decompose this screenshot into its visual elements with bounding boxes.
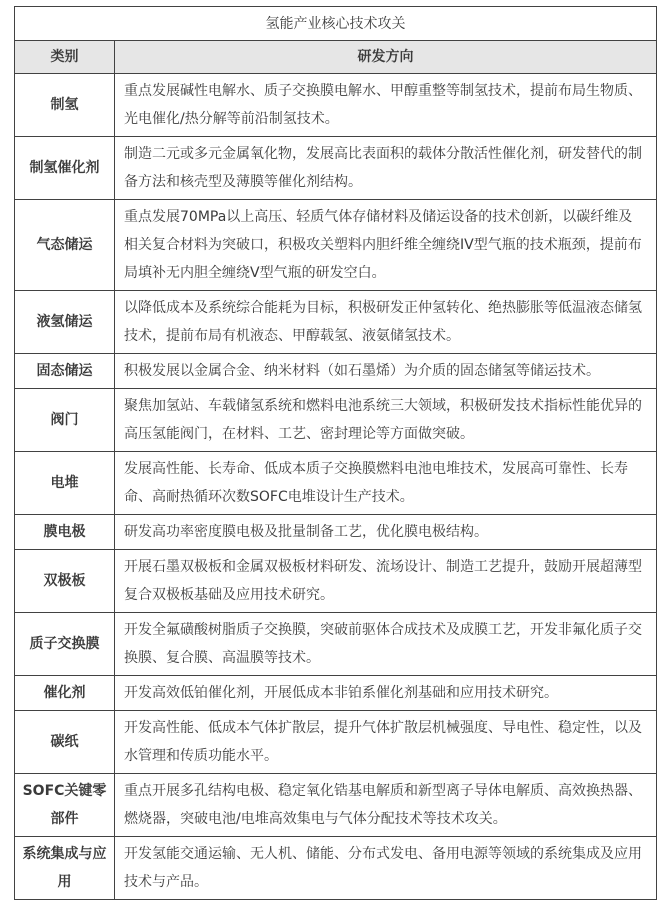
- row-direction: 重点发展70MPa以上高压、轻质气体存储材料及储运设备的技术创新，以碳纤维及相关复合材料为突破口，积极攻关塑料内胆纤维全缠绕IV型气瓶的技术瓶颈，提前布局填补无内胆全缠绕V型气瓶的研发空白。: [115, 200, 657, 291]
- table-row: [15, 452, 657, 515]
- row-category: 制氢: [15, 74, 115, 137]
- column-header-direction: 研发方向: [115, 41, 657, 74]
- table-row: [15, 711, 657, 774]
- row-direction: 开发全氟磺酸树脂质子交换膜，突破前驱体合成技术及成膜工艺，开发非氟化质子交换膜、复合膜、高温膜等技术。: [115, 613, 657, 676]
- hydrogen-tech-table: [14, 6, 657, 900]
- row-direction: 重点发展碱性电解水、质子交换膜电解水、甲醇重整等制氢技术，提前布局生物质、光电催化/热分解等前沿制氢技术。: [115, 74, 657, 137]
- row-category: 电堆: [15, 452, 115, 515]
- row-direction: 开发高效低铂催化剂，开展低成本非铂系催化剂基础和应用技术研究。: [115, 676, 657, 711]
- table-row: [15, 74, 657, 137]
- row-direction: 开发氢能交通运输、无人机、储能、分布式发电、备用电源等领域的系统集成及应用技术与产品。: [115, 837, 657, 900]
- table-title-row: [15, 7, 657, 41]
- row-category: 系统集成与应用: [15, 837, 115, 900]
- row-category: 阀门: [15, 389, 115, 452]
- row-category: 碳纸: [15, 711, 115, 774]
- row-category: 固态储运: [15, 354, 115, 389]
- row-direction: 开展石墨双极板和金属双极板材料研发、流场设计、制造工艺提升，鼓励开展超薄型复合双极板基础及应用技术研究。: [115, 550, 657, 613]
- row-direction: 重点开展多孔结构电极、稳定氧化锆基电解质和新型离子导体电解质、高效换热器、燃烧器，突破电池/电堆高效集电与气体分配技术等技术攻关。: [115, 774, 657, 837]
- row-direction: 以降低成本及系统综合能耗为目标，积极研发正仲氢转化、绝热膨胀等低温液态储氢技术，提前布局有机液态、甲醇载氢、液氨储氢技术。: [115, 291, 657, 354]
- row-direction: 制造二元或多元金属氧化物，发展高比表面积的载体分散活性催化剂，研发替代的制备方法和核壳型及薄膜等催化剂结构。: [115, 137, 657, 200]
- table-header-row: [15, 41, 657, 74]
- row-category: SOFC关键零部件: [15, 774, 115, 837]
- row-category: 膜电极: [15, 515, 115, 550]
- row-category: 制氢催化剂: [15, 137, 115, 200]
- row-direction: 发展高性能、长寿命、低成本质子交换膜燃料电池电堆技术，发展高可靠性、长寿命、高耐热循环次数SOFC电堆设计生产技术。: [115, 452, 657, 515]
- row-category: 液氢储运: [15, 291, 115, 354]
- table-row: [15, 613, 657, 676]
- row-direction: 开发高性能、低成本气体扩散层，提升气体扩散层机械强度、导电性、稳定性，以及水管理和传质功能水平。: [115, 711, 657, 774]
- table-row: [15, 200, 657, 291]
- row-category: 质子交换膜: [15, 613, 115, 676]
- table-row: [15, 389, 657, 452]
- table-row: [15, 774, 657, 837]
- document-body: [14, 6, 657, 900]
- table-row: [15, 837, 657, 900]
- row-direction: 聚焦加氢站、车载储氢系统和燃料电池系统三大领域，积极研发技术指标性能优异的高压氢能阀门，在材料、工艺、密封理论等方面做突破。: [115, 389, 657, 452]
- column-header-category: 类别: [15, 41, 115, 74]
- row-category: 催化剂: [15, 676, 115, 711]
- row-direction: 积极发展以金属合金、纳米材料（如石墨烯）为介质的固态储氢等储运技术。: [115, 354, 657, 389]
- table-row: [15, 676, 657, 711]
- table-row: [15, 137, 657, 200]
- row-direction: 研发高功率密度膜电极及批量制备工艺，优化膜电极结构。: [115, 515, 657, 550]
- table-title: 氢能产业核心技术攻关: [15, 7, 657, 41]
- row-category: 双极板: [15, 550, 115, 613]
- table-row: [15, 354, 657, 389]
- table-row: [15, 515, 657, 550]
- row-category: 气态储运: [15, 200, 115, 291]
- table-row: [15, 550, 657, 613]
- table-row: [15, 291, 657, 354]
